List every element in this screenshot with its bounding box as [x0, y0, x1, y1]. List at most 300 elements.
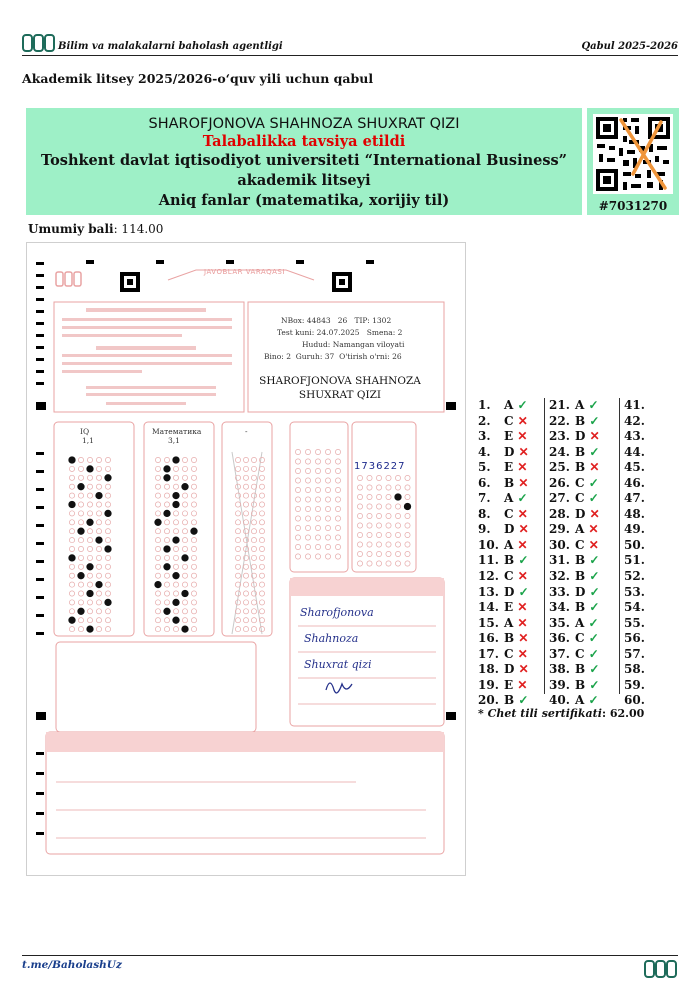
result-row	[624, 538, 650, 554]
result-row	[478, 569, 529, 585]
result-row	[549, 616, 600, 632]
empty-bubble	[335, 544, 340, 549]
filled-bubble	[87, 626, 94, 633]
empty-bubble	[235, 520, 240, 525]
empty-bubble	[105, 520, 110, 525]
empty-bubble	[325, 554, 330, 559]
answer-letter: A	[575, 522, 589, 537]
empty-bubble	[96, 609, 101, 614]
empty-bubble	[87, 538, 92, 543]
column-math-title: Математика	[152, 427, 202, 436]
empty-bubble	[395, 523, 400, 528]
empty-bubble	[295, 506, 300, 511]
empty-bubble	[182, 520, 187, 525]
empty-bubble	[164, 555, 169, 560]
empty-bubble	[243, 591, 248, 596]
correct-check-icon: ✓	[588, 491, 599, 506]
empty-bubble	[305, 478, 310, 483]
empty-bubble	[182, 564, 187, 569]
empty-bubble	[357, 542, 362, 547]
empty-bubble	[259, 627, 264, 632]
empty-bubble	[335, 554, 340, 559]
empty-bubble	[105, 466, 110, 471]
empty-bubble	[96, 520, 101, 525]
empty-bubble	[235, 627, 240, 632]
empty-bubble	[164, 529, 169, 534]
answer-letter: B	[575, 553, 590, 568]
empty-bubble	[182, 538, 187, 543]
filled-bubble	[173, 617, 180, 624]
empty-bubble	[173, 484, 178, 489]
empty-bubble	[191, 555, 196, 560]
empty-bubble	[367, 485, 372, 490]
empty-bubble	[87, 609, 92, 614]
column-iq-title: IQ	[80, 427, 90, 436]
filled-bubble	[155, 519, 162, 526]
empty-bubble	[376, 513, 381, 518]
result-row	[624, 569, 650, 585]
question-number: 13.	[478, 584, 499, 599]
filled-bubble	[96, 537, 103, 544]
empty-bubble	[405, 561, 410, 566]
correct-check-icon: ✓	[589, 584, 600, 599]
empty-bubble	[325, 497, 330, 502]
answer-letter: E	[504, 460, 518, 475]
result-row	[624, 678, 650, 694]
filled-bubble	[182, 626, 189, 633]
wrong-cross-icon: ✕	[518, 475, 529, 490]
empty-bubble	[96, 502, 101, 507]
wrong-cross-icon: ✕	[517, 677, 528, 692]
empty-bubble	[251, 529, 256, 534]
empty-bubble	[259, 475, 264, 480]
column-empty-title: -	[245, 427, 248, 436]
empty-bubble	[96, 466, 101, 471]
empty-bubble	[173, 511, 178, 516]
empty-bubble	[182, 582, 187, 587]
filled-bubble	[182, 483, 189, 490]
empty-bubble	[235, 555, 240, 560]
empty-bubble	[325, 487, 330, 492]
question-number: 33.	[549, 584, 570, 599]
empty-bubble	[105, 609, 110, 614]
filled-bubble	[173, 572, 180, 579]
empty-bubble	[96, 564, 101, 569]
empty-bubble	[191, 582, 196, 587]
wrong-cross-icon: ✕	[518, 631, 529, 646]
empty-bubble	[87, 511, 92, 516]
empty-bubble	[105, 627, 110, 632]
result-row	[624, 616, 650, 632]
empty-bubble	[155, 591, 160, 596]
empty-bubble	[295, 449, 300, 454]
empty-bubble	[235, 538, 240, 543]
empty-bubble	[87, 529, 92, 534]
empty-bubble	[259, 529, 264, 534]
filled-bubble	[164, 564, 171, 571]
empty-bubble	[405, 551, 410, 556]
certificate-label: * Chet tili sertifikati	[478, 707, 602, 720]
empty-bubble	[251, 493, 256, 498]
question-number: 11.	[478, 553, 499, 568]
empty-bubble	[376, 504, 381, 509]
result-row	[624, 662, 650, 678]
result-row	[478, 647, 529, 663]
empty-bubble	[315, 487, 320, 492]
filled-bubble	[155, 581, 162, 588]
question-number: 51.	[624, 553, 645, 568]
empty-bubble	[96, 475, 101, 480]
empty-bubble	[243, 520, 248, 525]
wrong-cross-icon: ✕	[517, 615, 528, 630]
empty-bubble	[78, 538, 83, 543]
empty-bubble	[69, 493, 74, 498]
empty-bubble	[78, 493, 83, 498]
filled-bubble	[404, 503, 411, 510]
empty-bubble	[105, 484, 110, 489]
empty-bubble	[96, 591, 101, 596]
filled-bubble	[78, 528, 85, 535]
results-separator	[544, 398, 545, 694]
empty-bubble	[305, 449, 310, 454]
question-number: 36.	[549, 631, 570, 646]
empty-bubble	[251, 627, 256, 632]
question-number: 6.	[478, 475, 491, 490]
answer-letter: E	[504, 677, 518, 692]
wrong-cross-icon: ✕	[589, 506, 600, 521]
empty-bubble	[315, 554, 320, 559]
empty-bubble	[155, 627, 160, 632]
filled-bubble	[78, 483, 85, 490]
result-row	[624, 522, 650, 538]
empty-bubble	[357, 523, 362, 528]
empty-bubble	[182, 457, 187, 462]
empty-bubble	[259, 511, 264, 516]
answer-letter: B	[575, 569, 590, 584]
answer-letter: A	[575, 615, 589, 630]
empty-bubble	[243, 573, 248, 578]
column-iq-sub: 1,1	[82, 436, 94, 445]
result-row	[478, 522, 529, 538]
question-number: 12.	[478, 569, 499, 584]
empty-bubble	[243, 627, 248, 632]
empty-bubble	[335, 516, 340, 521]
empty-bubble	[69, 591, 74, 596]
filled-bubble	[173, 501, 180, 508]
empty-bubble	[69, 627, 74, 632]
empty-bubble	[191, 618, 196, 623]
question-number: 2.	[478, 413, 491, 428]
header-divider	[22, 55, 678, 56]
empty-bubble	[182, 529, 187, 534]
telegram-link[interactable]: t.me/BaholashUz	[22, 959, 122, 971]
empty-bubble	[78, 555, 83, 560]
empty-bubble	[96, 618, 101, 623]
question-number: 60.	[624, 693, 645, 708]
empty-bubble	[251, 600, 256, 605]
filled-bubble	[96, 492, 103, 499]
signature-patronymic: Shuxrat qizi	[304, 658, 372, 671]
filled-bubble	[182, 555, 189, 562]
empty-bubble	[243, 600, 248, 605]
result-row	[478, 600, 529, 616]
empty-bubble	[87, 457, 92, 462]
result-row	[478, 445, 529, 461]
empty-bubble	[96, 457, 101, 462]
empty-bubble	[235, 466, 240, 471]
empty-bubble	[259, 538, 264, 543]
empty-bubble	[259, 600, 264, 605]
empty-bubble	[191, 546, 196, 551]
correct-check-icon: ✓	[588, 693, 599, 708]
question-number: 56.	[624, 631, 645, 646]
answer-letter: C	[575, 537, 589, 552]
result-row	[478, 507, 529, 523]
wrong-cross-icon: ✕	[589, 429, 600, 444]
empty-bubble	[357, 475, 362, 480]
empty-bubble	[386, 532, 391, 537]
empty-bubble	[164, 520, 169, 525]
answer-letter: D	[504, 662, 519, 677]
question-number: 24.	[549, 444, 570, 459]
answer-letter: B	[575, 677, 590, 692]
sheet-student-name: SHAROFJONOVA SHAHNOZA SHUXRAT QIZI	[259, 375, 421, 401]
empty-bubble	[325, 468, 330, 473]
empty-bubble	[87, 618, 92, 623]
empty-bubble	[105, 538, 110, 543]
question-number: 47.	[624, 491, 645, 506]
certificate-value: : 62.00	[601, 707, 645, 720]
empty-bubble	[182, 600, 187, 605]
correct-check-icon: ✓	[517, 491, 528, 506]
empty-bubble	[191, 493, 196, 498]
empty-bubble	[191, 475, 196, 480]
empty-bubble	[335, 506, 340, 511]
filled-bubble	[69, 501, 76, 508]
empty-bubble	[295, 497, 300, 502]
empty-bubble	[173, 466, 178, 471]
empty-bubble	[386, 551, 391, 556]
empty-bubble	[164, 538, 169, 543]
empty-bubble	[243, 618, 248, 623]
result-row	[549, 460, 600, 476]
empty-bubble	[182, 475, 187, 480]
wrong-cross-icon: ✕	[589, 460, 600, 475]
empty-bubble	[386, 561, 391, 566]
empty-bubble	[87, 582, 92, 587]
wrong-cross-icon: ✕	[517, 537, 528, 552]
answer-letter: B	[504, 553, 519, 568]
empty-bubble	[96, 555, 101, 560]
correct-check-icon: ✓	[518, 553, 529, 568]
empty-bubble	[191, 627, 196, 632]
answer-letter: B	[504, 631, 519, 646]
empty-bubble	[173, 555, 178, 560]
question-number: 7.	[478, 491, 491, 506]
empty-bubble	[235, 493, 240, 498]
correct-check-icon: ✓	[589, 553, 600, 568]
empty-bubble	[305, 468, 310, 473]
wrong-cross-icon: ✕	[517, 429, 528, 444]
empty-bubble	[251, 618, 256, 623]
empty-bubble	[235, 457, 240, 462]
empty-bubble	[155, 573, 160, 578]
empty-bubble	[259, 564, 264, 569]
empty-bubble	[191, 457, 196, 462]
empty-bubble	[335, 449, 340, 454]
empty-bubble	[315, 544, 320, 549]
empty-bubble	[305, 487, 310, 492]
empty-bubble	[78, 618, 83, 623]
empty-bubble	[191, 564, 196, 569]
result-row	[624, 460, 650, 476]
empty-bubble	[191, 520, 196, 525]
empty-bubble	[295, 554, 300, 559]
question-number: 27.	[549, 491, 570, 506]
question-number: 41.	[624, 398, 645, 412]
result-row	[624, 631, 650, 647]
wrong-cross-icon: ✕	[588, 522, 599, 537]
question-number: 40.	[549, 693, 570, 708]
question-number: 21.	[549, 398, 570, 412]
question-number: 58.	[624, 662, 645, 677]
empty-bubble	[295, 487, 300, 492]
empty-bubble	[182, 546, 187, 551]
empty-bubble	[295, 516, 300, 521]
results-column-3	[624, 398, 650, 709]
empty-bubble	[155, 457, 160, 462]
result-row	[478, 585, 529, 601]
result-row	[624, 429, 650, 445]
empty-bubble	[259, 493, 264, 498]
empty-bubble	[367, 475, 372, 480]
empty-bubble	[405, 513, 410, 518]
empty-bubble	[87, 573, 92, 578]
empty-bubble	[235, 546, 240, 551]
empty-bubble	[155, 484, 160, 489]
empty-bubble	[325, 459, 330, 464]
question-number: 25.	[549, 460, 570, 475]
empty-bubble	[155, 475, 160, 480]
empty-bubble	[395, 561, 400, 566]
answer-letter: C	[504, 506, 518, 521]
handwritten-id-digits: 1736227	[354, 461, 406, 472]
empty-bubble	[376, 542, 381, 547]
empty-bubble	[295, 525, 300, 530]
empty-bubble	[315, 449, 320, 454]
question-number: 30.	[549, 537, 570, 552]
empty-bubble	[305, 525, 310, 530]
empty-bubble	[367, 551, 372, 556]
correct-check-icon: ✓	[518, 584, 529, 599]
question-number: 44.	[624, 444, 645, 459]
empty-bubble	[96, 529, 101, 534]
empty-bubble	[325, 449, 330, 454]
empty-bubble	[164, 627, 169, 632]
empty-bubble	[69, 582, 74, 587]
result-row	[478, 631, 529, 647]
filled-bubble	[69, 555, 76, 562]
admission-status: Talabalikka tavsiya etildi	[202, 133, 406, 150]
empty-bubble	[357, 532, 362, 537]
result-row	[549, 522, 600, 538]
empty-bubble	[335, 459, 340, 464]
wrong-cross-icon: ✕	[588, 537, 599, 552]
empty-bubble	[251, 466, 256, 471]
empty-bubble	[376, 532, 381, 537]
correct-check-icon: ✓	[589, 600, 600, 615]
filled-bubble	[69, 617, 76, 624]
empty-bubble	[259, 546, 264, 551]
question-number: 26.	[549, 475, 570, 490]
question-number: 15.	[478, 615, 499, 630]
bmba-logo-icon	[22, 33, 56, 53]
empty-bubble	[173, 609, 178, 614]
filled-bubble	[96, 581, 103, 588]
wrong-cross-icon: ✕	[517, 646, 528, 661]
lyceum-name: akademik litseyi	[237, 172, 371, 189]
empty-bubble	[155, 555, 160, 560]
empty-bubble	[105, 493, 110, 498]
empty-bubble	[315, 516, 320, 521]
empty-bubble	[78, 627, 83, 632]
result-row	[549, 585, 600, 601]
result-row	[549, 600, 600, 616]
question-number: 16.	[478, 631, 499, 646]
empty-bubble	[405, 523, 410, 528]
question-number: 9.	[478, 522, 491, 537]
empty-bubble	[155, 466, 160, 471]
empty-bubble	[243, 484, 248, 489]
agency-name: Bilim va malakalarni baholash agentligi	[58, 41, 283, 52]
result-row	[624, 398, 650, 414]
empty-bubble	[105, 591, 110, 596]
empty-bubble	[182, 493, 187, 498]
empty-bubble	[395, 475, 400, 480]
results-column-2	[549, 398, 600, 709]
sheet-date: Test kuni: 24.07.2025 Smena: 2	[277, 328, 403, 337]
empty-bubble	[87, 600, 92, 605]
empty-bubble	[386, 513, 391, 518]
empty-bubble	[376, 561, 381, 566]
empty-bubble	[295, 544, 300, 549]
empty-bubble	[295, 468, 300, 473]
result-row	[624, 647, 650, 663]
empty-bubble	[386, 475, 391, 480]
empty-bubble	[376, 494, 381, 499]
empty-bubble	[395, 504, 400, 509]
empty-bubble	[243, 493, 248, 498]
question-number: 38.	[549, 662, 570, 677]
question-number: 46.	[624, 475, 645, 490]
empty-bubble	[155, 502, 160, 507]
empty-bubble	[164, 591, 169, 596]
sheet-nbox: NBox: 44843 26 TIP: 1302	[281, 316, 392, 325]
answer-letter: A	[575, 693, 589, 708]
question-number: 31.	[549, 553, 570, 568]
empty-bubble	[191, 538, 196, 543]
empty-bubble	[405, 532, 410, 537]
empty-bubble	[69, 484, 74, 489]
empty-bubble	[259, 466, 264, 471]
question-number: 10.	[478, 537, 499, 552]
empty-bubble	[182, 618, 187, 623]
empty-bubble	[386, 523, 391, 528]
question-number: 18.	[478, 662, 499, 677]
profile-name: Aniq fanlar (matematika, xorijiy til)	[158, 192, 450, 209]
answer-letter: B	[575, 413, 590, 428]
empty-bubble	[105, 555, 110, 560]
